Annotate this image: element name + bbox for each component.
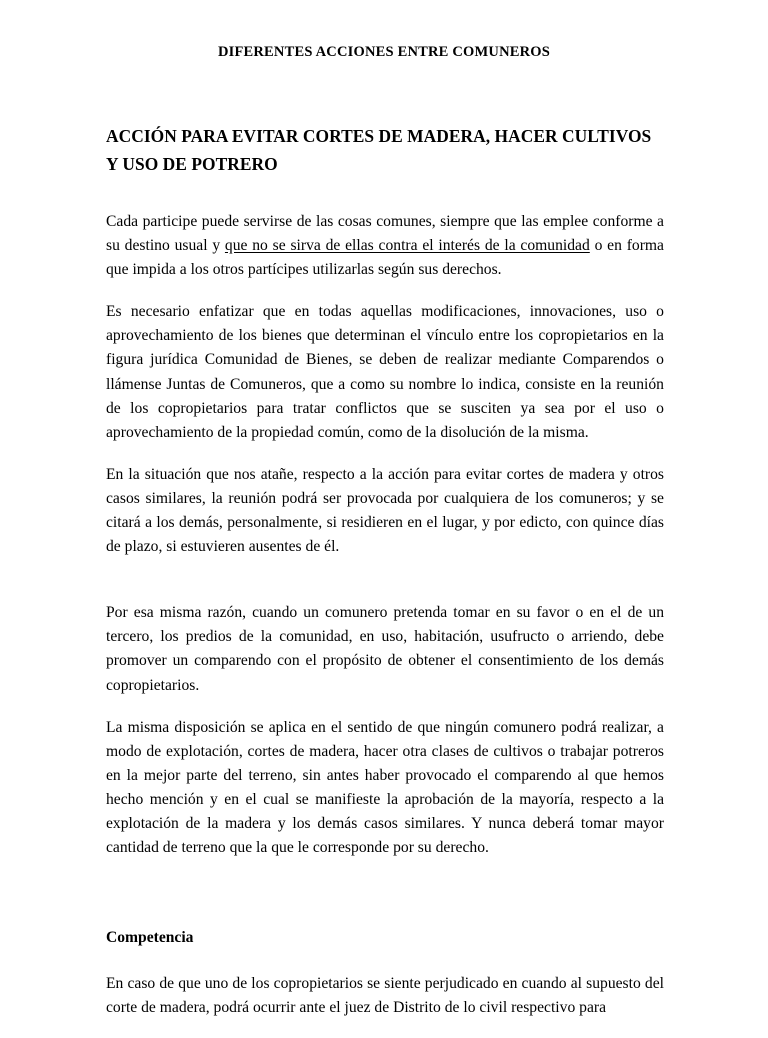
paragraph-5: La misma disposición se aplica en el sentido de que ningún comunero podrá realizar, a modo de explotación, cortes de madera, hacer otra clases de cultivos o trabajar potreros en la mejor parte del terreno, sin antes haber provocado el comparendo al que hemos hecho mención y en el cual se manifieste la aprobación de la mayoría, respecto a la explotación de la madera y los demás casos similares. Y nunca deberá tomar mayor cantidad de terreno que la que le corresponde por su derecho. bbox=[106, 718, 664, 857]
paragraph-4: Por esa misma razón, cuando un comunero pretenda tomar en su favor o en el de un tercero, los predios de la comunidad, en uso, habitación, usufructo o arriendo, debe promover un comparendo con el propósito de obtener el consentimiento de los demás copropietarios. bbox=[106, 604, 664, 694]
document-body bbox=[106, 122, 664, 1038]
paragraph-1-trailing-text: o en forma que impida a los otros partícipes utilizarlas según sus derechos. bbox=[106, 237, 664, 279]
paragraph-3: En la situación que nos atañe, respecto a la acción para evitar cortes de madera y otros casos similares, la reunión podrá ser provocada por cualquiera de los comuneros; y se citará a los demás, personalmente, si residieren en el lugar, y por edicto, con quince días de plazo, si estuvieren ausentes de él. bbox=[106, 465, 664, 556]
paragraph-1 bbox=[106, 210, 664, 282]
page-title: ACCIÓN PARA EVITAR CORTES DE MADERA, HACER CULTIVOS Y USO DE POTRERO bbox=[106, 126, 652, 174]
running-header: DIFERENTES ACCIONES ENTRE COMUNEROS bbox=[217, 44, 551, 60]
paragraph-1-lead-text: Cada participe puede servirse de las cosas comunes, siempre que las emplee conforme a su destino usual y bbox=[106, 213, 664, 255]
paragraph-6: En caso de que uno de los copropietarios se siente perjudicado en cuando al supuesto del corte de madera, podrá ocurrir ante el juez de Distrito de lo civil respectivo para bbox=[106, 975, 664, 1017]
section-heading-competencia: Competencia bbox=[106, 929, 194, 947]
paragraph-1-underlined-clause: que no se sirva de ellas contra el interés de la comunidad bbox=[224, 237, 590, 255]
paragraph-2: Es necesario enfatizar que en todas aquellas modificaciones, innovaciones, uso o aprovechamiento de los bienes que determinan el vínculo entre los copropietarios en la figura jurídica Comunidad de Bienes, se deben de realizar mediante Comparendos o llámense Juntas de Comuneros, que a como su nombre lo indica, consiste en la reunión de los copropietarios para tratar conflictos que se susciten ya sea por el uso o aprovechamiento de la propiedad común, como de la disolución de la misma. bbox=[106, 303, 664, 441]
